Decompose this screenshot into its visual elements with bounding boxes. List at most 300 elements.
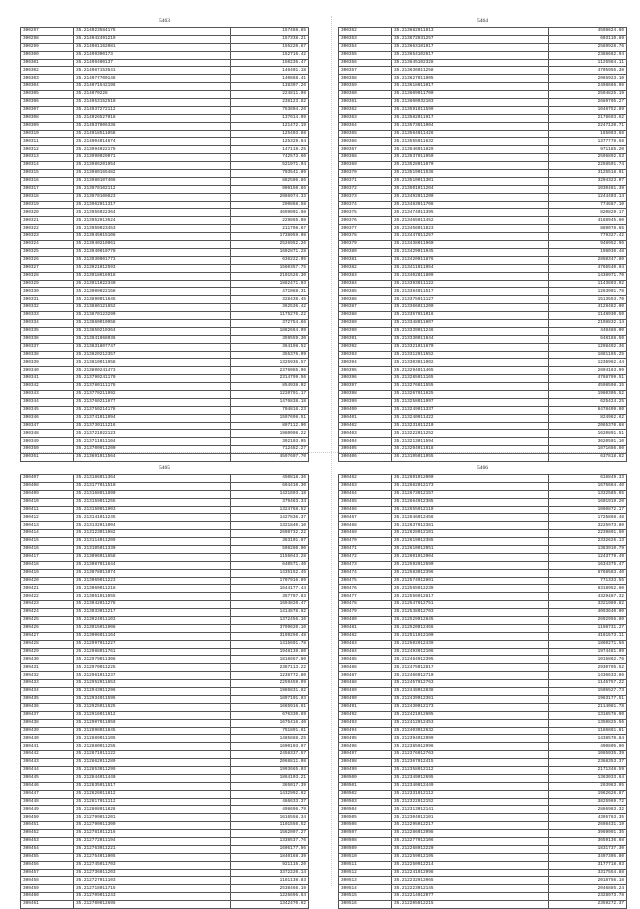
value-cell: 636222.05 [231, 256, 309, 264]
point-id-cell: 300492 [339, 711, 392, 719]
point-id-cell: 300485 [339, 656, 392, 664]
value-cell: 640571.40 [231, 561, 309, 569]
value-cell: 1476838.18 [231, 398, 309, 406]
point-code-cell: 35.214070228 [74, 91, 231, 99]
point-id-cell: 300467 [339, 514, 392, 522]
value-cell: 1505527.73 [549, 688, 627, 696]
value-cell: 2376085.06 [231, 367, 309, 375]
point-id-cell: 300318 [21, 193, 74, 201]
point-code-cell: 35.213357011016 [392, 312, 549, 320]
value-cell: 1690103.97 [231, 743, 309, 751]
table-row [21, 43, 309, 51]
table-row [339, 885, 627, 893]
table-row [21, 498, 309, 506]
value-cell: 2359272.37 [549, 901, 627, 909]
value-cell: 1725868.48 [549, 514, 627, 522]
point-id-cell: 300332 [21, 304, 74, 312]
point-code-cell: 35.212304012101 [392, 814, 549, 822]
point-id-cell: 300499 [339, 766, 392, 774]
point-id-cell: 300434 [21, 688, 74, 696]
point-id-cell: 300501 [339, 782, 392, 790]
point-code-cell: 35.213841068036 [74, 335, 231, 343]
table-row [21, 256, 309, 264]
point-code-cell: 35.212961011237 [74, 672, 231, 680]
point-id-cell: 300466 [339, 506, 392, 514]
point-code-cell: 35.213519011536 [392, 170, 549, 178]
point-code-cell: 35.212637012381 [392, 522, 549, 530]
point-code-cell: 35.213591011599 [392, 106, 549, 114]
table-row [21, 869, 309, 877]
value-cell: 521971.94 [231, 162, 309, 170]
point-code-cell: 35.212493012106 [392, 648, 549, 656]
point-id-cell: 300438 [21, 719, 74, 727]
table-row [339, 130, 627, 138]
point-code-cell: 35.212394012999 [392, 735, 549, 743]
table-row [21, 91, 309, 99]
value-cell: 1816667.80 [231, 656, 309, 664]
value-cell: 1438570.84 [549, 735, 627, 743]
point-code-cell: 35.212259012195 [392, 853, 549, 861]
table-row [21, 351, 309, 359]
point-code-cell: 35.213303011902 [392, 359, 549, 367]
point-id-cell: 300510 [339, 853, 392, 861]
point-code-cell: 35.214004014674 [74, 138, 231, 146]
value-cell: 1601919.20 [549, 498, 627, 506]
table-row [21, 225, 309, 233]
table-row [21, 454, 309, 462]
value-cell: 1562097.27 [231, 830, 309, 838]
point-code-cell: 35.214042491219 [74, 35, 231, 43]
value-cell: 392103.05 [231, 438, 309, 446]
table-row [339, 703, 627, 711]
point-id-cell: 300299 [21, 43, 74, 51]
point-id-cell: 300482 [339, 632, 392, 640]
point-id-cell: 300421 [21, 585, 74, 593]
point-code-cell: 35.212628012101 [392, 530, 549, 538]
table-row [339, 114, 627, 122]
value-cell: 1840168.39 [231, 853, 309, 861]
table-row [339, 43, 627, 51]
value-cell: 2692956.80 [549, 617, 627, 625]
table-row [339, 154, 627, 162]
table-row [21, 790, 309, 798]
value-cell: 637818.82 [549, 454, 627, 462]
point-code-cell: 35.212664012385 [392, 498, 549, 506]
value-cell: 1707916.09 [231, 577, 309, 585]
value-cell: 372754.66 [231, 319, 309, 327]
point-id-cell: 300312 [21, 146, 74, 154]
point-id-cell: 300364 [339, 122, 392, 130]
point-id-cell: 300310 [21, 130, 74, 138]
point-id-cell: 300402 [339, 422, 392, 430]
table-row [21, 814, 309, 822]
point-id-cell: 300350 [21, 446, 74, 454]
table-row [339, 514, 627, 522]
value-cell: 1881165.25 [549, 351, 627, 359]
value-cell: 1220791.17 [231, 390, 309, 398]
table-row [339, 343, 627, 351]
point-id-cell: 300468 [339, 522, 392, 530]
point-id-cell: 300319 [21, 201, 74, 209]
table-row [339, 225, 627, 233]
point-id-cell: 300302 [21, 67, 74, 75]
point-id-cell: 300493 [339, 719, 392, 727]
data-table [338, 27, 627, 462]
table-row [21, 390, 309, 398]
point-id-cell: 300454 [21, 845, 74, 853]
value-cell: 1298492.36 [549, 343, 627, 351]
value-cell: 4093640.00 [549, 609, 627, 617]
table-row [21, 861, 309, 869]
point-code-cell: 35.213790241170 [74, 375, 231, 383]
point-id-cell: 300463 [339, 482, 392, 490]
table-row [339, 743, 627, 751]
point-id-cell: 300423 [21, 601, 74, 609]
value-cell: 1148930.50 [549, 312, 627, 320]
table-row [339, 51, 627, 59]
value-cell: 2930795.52 [549, 664, 627, 672]
table-row [21, 414, 309, 422]
point-id-cell: 300412 [21, 514, 74, 522]
point-id-cell: 300440 [21, 735, 74, 743]
point-code-cell: 35.212979011308 [74, 656, 231, 664]
point-code-cell: 35.213150011903 [74, 506, 231, 514]
value-cell: 4597607.70 [231, 454, 309, 462]
point-code-cell: 35.213321011670 [392, 343, 549, 351]
point-id-cell: 300313 [21, 154, 74, 162]
table-row [339, 711, 627, 719]
table-row [21, 530, 309, 538]
point-code-cell: 35.213078011074 [74, 569, 231, 577]
value-cell: 1383910.79 [549, 546, 627, 554]
value-cell: 363101.97 [231, 538, 309, 546]
point-id-cell: 300420 [21, 577, 74, 585]
table-row [339, 406, 627, 414]
value-cell: 147119.25 [231, 146, 309, 154]
value-cell: 2388682.94 [549, 51, 627, 59]
point-code-cell: 35.212907011059 [74, 719, 231, 727]
point-code-cell: 35.213880121652 [74, 304, 231, 312]
value-cell: 2018756.18 [549, 877, 627, 885]
value-cell: 1980098.22 [231, 430, 309, 438]
value-cell: 3177718.93 [549, 861, 627, 869]
point-code-cell: 35.213456011823 [392, 225, 549, 233]
table-row [21, 482, 309, 490]
point-id-cell: 300297 [21, 28, 74, 36]
table-row [21, 367, 309, 375]
point-code-cell: 35.213980165482 [74, 170, 231, 178]
table-row [21, 672, 309, 680]
value-cell: 3317554.88 [549, 869, 627, 877]
table-row [339, 774, 627, 782]
point-id-cell: 300471 [339, 546, 392, 554]
table-row [21, 640, 309, 648]
point-code-cell: 35.213555011632 [392, 138, 549, 146]
value-cell: 471088.31 [231, 288, 309, 296]
point-code-cell: 35.213600032103 [392, 99, 549, 107]
point-id-cell: 300414 [21, 530, 74, 538]
table-row [21, 209, 309, 217]
point-id-cell: 300303 [21, 75, 74, 83]
point-code-cell: 35.212952011653 [74, 680, 231, 688]
point-code-cell: 35.214037006338 [74, 122, 231, 130]
value-cell: 774687.10 [549, 201, 627, 209]
table-row [21, 154, 309, 162]
point-id-cell: 300389 [339, 319, 392, 327]
table-row [21, 177, 309, 185]
table-row [21, 853, 309, 861]
value-cell: 1634375.47 [549, 561, 627, 569]
table-row [339, 877, 627, 885]
table-row [339, 664, 627, 672]
point-id-cell: 300459 [21, 885, 74, 893]
point-id-cell: 300474 [339, 569, 392, 577]
table-row [339, 869, 627, 877]
point-id-cell: 300462 [339, 475, 392, 483]
point-id-cell: 300450 [21, 814, 74, 822]
value-cell: 4168945.60 [549, 217, 627, 225]
point-code-cell: 35.213384011517 [392, 288, 549, 296]
point-code-cell: 35.213168011890 [74, 490, 231, 498]
point-id-cell: 300457 [21, 869, 74, 877]
table-row [21, 28, 309, 36]
point-id-cell: 300458 [21, 877, 74, 885]
point-id-cell: 300376 [339, 217, 392, 225]
table-row [339, 822, 627, 830]
value-cell: 3372220.14 [231, 869, 309, 877]
point-code-cell: 35.212205012215 [392, 901, 549, 909]
value-cell: 1993665.03 [231, 766, 309, 774]
table-row [21, 585, 309, 593]
point-id-cell: 300477 [339, 593, 392, 601]
point-id-cell: 300321 [21, 217, 74, 225]
value-cell: 779327.42 [549, 233, 627, 241]
point-code-cell: 35.212223012145 [392, 885, 549, 893]
point-code-cell: 35.213618011017 [392, 83, 549, 91]
point-code-cell: 35.213195011955 [392, 454, 549, 462]
table-row [21, 319, 309, 327]
table-row [339, 288, 627, 296]
point-id-cell: 300334 [21, 319, 74, 327]
table-row [339, 367, 627, 375]
point-code-cell: 35.21409300173 [74, 51, 231, 59]
point-code-cell: 35.213123011082 [74, 530, 231, 538]
value-cell: 359559.30 [231, 335, 309, 343]
value-cell: 1644177.44 [231, 585, 309, 593]
point-code-cell: 35.212340012449 [392, 782, 549, 790]
value-cell: 293963.95 [549, 782, 627, 790]
point-code-cell: 35.213950023453 [74, 225, 231, 233]
point-code-cell: 35.213760211677 [74, 398, 231, 406]
point-code-cell: 35.212295012217 [392, 822, 549, 830]
point-code-cell: 35.213952013624 [74, 217, 231, 225]
point-code-cell: 35.213006011164 [74, 632, 231, 640]
value-cell: 625424.25 [549, 398, 627, 406]
value-cell: 1513553.70 [549, 296, 627, 304]
point-id-cell: 300472 [339, 553, 392, 561]
point-code-cell: 35.213051011055 [74, 593, 231, 601]
point-code-cell: 35.214026527018 [74, 114, 231, 122]
point-id-cell: 300311 [21, 138, 74, 146]
value-cell: 854938.02 [231, 383, 309, 391]
table-row [21, 837, 309, 845]
table-row [21, 490, 309, 498]
point-code-cell: 35.212232012065 [392, 877, 549, 885]
point-id-cell: 300388 [339, 312, 392, 320]
point-id-cell: 300399 [339, 398, 392, 406]
value-cell: 1101556.52 [231, 822, 309, 830]
table-row [21, 664, 309, 672]
value-cell: 2259459.99 [231, 680, 309, 688]
point-id-cell: 300361 [339, 99, 392, 107]
point-code-cell: 35.212268012220 [392, 845, 549, 853]
point-code-cell: 35.212925011525 [74, 703, 231, 711]
value-cell: 1263991.78 [549, 288, 627, 296]
value-cell: 2458337.57 [231, 751, 309, 759]
table-row [339, 624, 627, 632]
point-id-cell: 300429 [21, 648, 74, 656]
value-cell: 1377778.58 [549, 138, 627, 146]
table-row [339, 522, 627, 530]
table-row [339, 430, 627, 438]
value-cell: 2368353.37 [549, 759, 627, 767]
point-code-cell: 35.213721022123 [74, 430, 231, 438]
point-code-cell: 35.214077700148 [74, 75, 231, 83]
point-id-cell: 300301 [21, 59, 74, 67]
value-cell: 290868.58 [231, 201, 309, 209]
table-row [21, 648, 309, 656]
table-row [339, 861, 627, 869]
point-id-cell: 300511 [339, 861, 392, 869]
table-row [339, 553, 627, 561]
point-id-cell: 300506 [339, 822, 392, 830]
table-row [21, 695, 309, 703]
point-code-cell: 35.212889011105 [74, 735, 231, 743]
table-row [21, 343, 309, 351]
value-cell: 2689705.27 [549, 99, 627, 107]
point-code-cell: 35.212745011703 [74, 861, 231, 869]
table-row [339, 75, 627, 83]
point-code-cell: 35.213204011618 [392, 446, 549, 454]
table-row [339, 312, 627, 320]
table-row [339, 59, 627, 67]
point-code-cell: 35.212250012214 [392, 861, 549, 869]
point-id-cell: 300507 [339, 830, 392, 838]
value-cell: 1738959.08 [231, 233, 309, 241]
point-id-cell: 300396 [339, 375, 392, 383]
table-row [21, 146, 309, 154]
table-row [339, 719, 627, 727]
table-row [21, 162, 309, 170]
value-cell: 1332585.65 [549, 490, 627, 498]
point-code-cell: 35.214087153541 [74, 67, 231, 75]
value-cell: 1238772.80 [231, 672, 309, 680]
table-row [339, 390, 627, 398]
value-cell: 4598598.15 [549, 383, 627, 391]
table-row [339, 351, 627, 359]
value-cell: 1948138.80 [231, 648, 309, 656]
table-row [339, 383, 627, 391]
point-id-cell: 300331 [21, 296, 74, 304]
table-row [21, 67, 309, 75]
table-row [21, 727, 309, 735]
table-row [339, 632, 627, 640]
table-row [339, 327, 627, 335]
point-code-cell: 35.212772011194 [74, 837, 231, 845]
point-code-cell: 35.212997011227 [74, 640, 231, 648]
point-id-cell: 300436 [21, 703, 74, 711]
value-cell: 1243779.49 [549, 553, 627, 561]
block-title: 5463 [159, 18, 170, 24]
point-id-cell: 300426 [21, 624, 74, 632]
table-row [339, 648, 627, 656]
point-code-cell: 35.213222011252 [392, 430, 549, 438]
value-cell: 598280.00 [231, 546, 309, 554]
value-cell: 820829.17 [549, 209, 627, 217]
value-cell: 2065923.10 [549, 75, 627, 83]
table-row [339, 67, 627, 75]
table-row [339, 530, 627, 538]
point-id-cell: 300480 [339, 617, 392, 625]
table-row [21, 759, 309, 767]
table-row [339, 359, 627, 367]
point-code-cell: 35.212430012173 [392, 703, 549, 711]
value-cell: 4598624.60 [549, 28, 627, 36]
point-id-cell: 300323 [21, 233, 74, 241]
point-code-cell: 35.213438011960 [392, 241, 549, 249]
point-id-cell: 300381 [339, 256, 392, 264]
value-cell: 3825969.72 [549, 798, 627, 806]
table-row [21, 798, 309, 806]
table-row [21, 106, 309, 114]
table-row [339, 201, 627, 209]
point-code-cell: 35.213672031257 [392, 35, 549, 43]
table-row [21, 538, 309, 546]
point-code-cell: 35.213465011452 [392, 217, 549, 225]
point-code-cell: 35.213911022340 [74, 280, 231, 288]
value-cell: 3125518.91 [549, 170, 627, 178]
point-code-cell: 35.213015011908 [74, 624, 231, 632]
table-row [339, 845, 627, 853]
point-id-cell: 300391 [339, 335, 392, 343]
point-id-cell: 300512 [339, 869, 392, 877]
point-id-cell: 300461 [21, 901, 74, 909]
table-row [339, 170, 627, 178]
table-row [339, 798, 627, 806]
value-cell: 1897101.03 [231, 695, 309, 703]
point-id-cell: 300509 [339, 845, 392, 853]
point-id-cell: 300500 [339, 774, 392, 782]
point-code-cell: 35.212412012453 [392, 719, 549, 727]
value-cell: 648168.50 [549, 335, 627, 343]
table-row [21, 375, 309, 383]
table-row [21, 885, 309, 893]
table-row [21, 122, 309, 130]
point-code-cell: 35.213930001773 [74, 256, 231, 264]
table-row [339, 782, 627, 790]
table-row [21, 280, 309, 288]
table-row [339, 893, 627, 901]
point-code-cell: 35.213970100823 [74, 193, 231, 201]
point-code-cell: 35.213375011127 [392, 296, 549, 304]
table-row [21, 680, 309, 688]
table-row [339, 28, 627, 36]
point-id-cell: 300338 [21, 351, 74, 359]
point-code-cell: 35.213267011625 [392, 390, 549, 398]
table-row [339, 438, 627, 446]
table-row [21, 601, 309, 609]
point-id-cell: 300488 [339, 680, 392, 688]
